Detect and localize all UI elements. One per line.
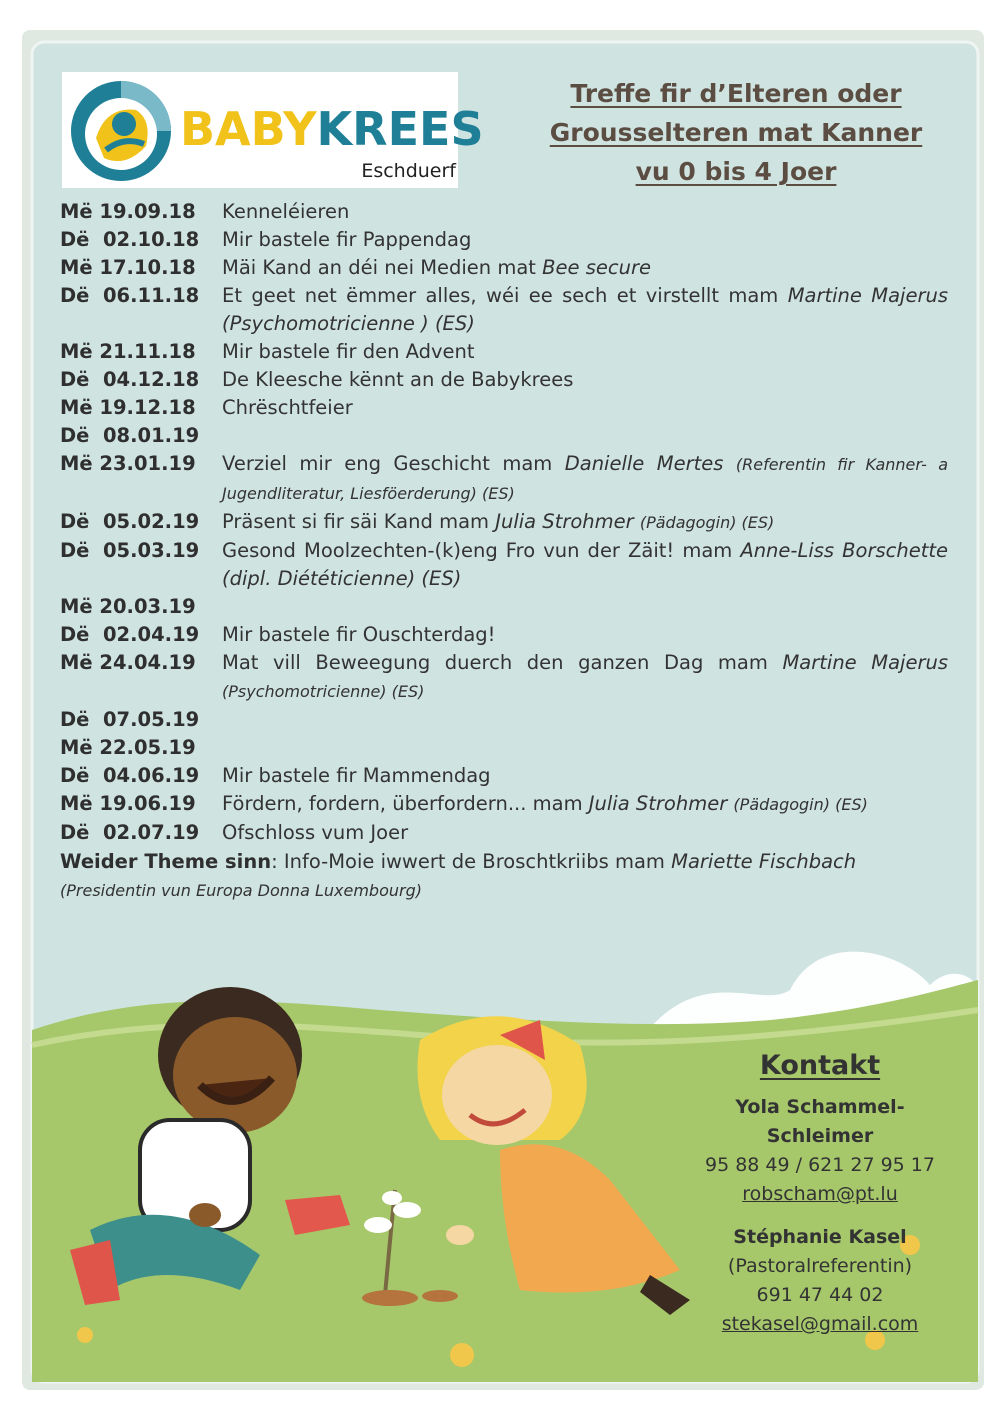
schedule-row — [60, 621, 948, 649]
speaker-note: (Presidentin vun Europa Donna Luxembourg) — [60, 881, 422, 900]
contact-name: Stéphanie Kasel — [733, 1226, 907, 1248]
logo-town: Eschduerf — [361, 160, 456, 182]
contact-email-link[interactable]: robscham@pt.lu — [742, 1183, 898, 1205]
contact-phone: 691 47 44 02 — [756, 1284, 884, 1306]
speaker-note: (Pädagogin) (ES) — [733, 795, 868, 814]
schedule-date: Dë 06.11.18 — [60, 284, 200, 307]
topic-text: Präsent si fir säi Kand mam — [222, 510, 496, 533]
schedule-row — [60, 790, 948, 819]
schedule-row — [60, 338, 948, 366]
schedule-date: Dë 07.05.19 — [60, 708, 200, 731]
schedule-date: Dë 08.01.19 — [60, 424, 200, 447]
speaker-name: Danielle Mertes — [564, 452, 724, 475]
schedule-row — [60, 450, 948, 508]
schedule-date: Më 24.04.19 — [60, 651, 196, 674]
speaker-note: (Pädagogin) (ES) — [639, 513, 775, 532]
schedule-date: Dë 04.12.18 — [60, 368, 200, 391]
topic-text — [723, 452, 735, 475]
topic-text: De Kleesche kënnt an de Babykrees — [222, 368, 574, 391]
schedule-date: Dë 05.03.19 — [60, 539, 200, 562]
schedule-row — [60, 254, 948, 282]
speaker-name: Mariette Fischbach — [671, 850, 857, 873]
schedule-row — [60, 508, 948, 537]
topic-text: Mir bastele fir Pappendag — [222, 228, 472, 251]
logo-baby: BABY — [180, 102, 317, 156]
schedule-date: Më 19.09.18 — [60, 200, 196, 223]
contact-phone: 95 88 49 / 621 27 95 17 — [704, 1154, 935, 1176]
contact-heading: Kontakt — [759, 1050, 881, 1081]
schedule-description — [222, 366, 948, 394]
schedule-row — [60, 226, 948, 254]
schedule-row — [60, 819, 948, 847]
schedule-date: Më 20.03.19 — [60, 595, 196, 618]
schedule-row — [60, 394, 948, 422]
topic-text: Mir bastele fir den Advent — [222, 340, 475, 363]
speaker-name: Martine Majerus — [782, 651, 948, 674]
schedule-date: Më 21.11.18 — [60, 340, 196, 363]
topic-text: Mäi Kand an déi nei Medien mat — [222, 256, 543, 279]
schedule-date: Dë 05.02.19 — [60, 510, 200, 533]
contact-block — [690, 1050, 950, 1339]
schedule-list — [60, 198, 948, 905]
topic-text: Et geet net ëmmer alles, wéi ee sech et virstellt mam — [222, 284, 788, 307]
schedule-date: Më 19.06.19 — [60, 792, 196, 815]
schedule-description — [222, 394, 948, 422]
logo-emblem-icon — [66, 76, 176, 186]
speaker-name: Anne-Liss Borschette (dipl. Diététicienne) (ES) — [222, 539, 948, 590]
flower — [450, 1343, 474, 1367]
schedule-description — [222, 254, 948, 282]
schedule-description — [222, 621, 948, 649]
schedule-date: Më 19.12.18 — [60, 396, 196, 419]
additional-topics — [60, 848, 948, 905]
schedule-description — [222, 790, 948, 819]
logo-krees: KREES — [316, 102, 484, 156]
title-line: vu 0 bis 4 Joer — [635, 157, 837, 186]
topic-text: Kenneléieren — [222, 200, 350, 223]
contact-email-link[interactable]: stekasel@gmail.com — [721, 1313, 919, 1335]
schedule-date: Më 22.05.19 — [60, 736, 196, 759]
speaker-name: Bee secure — [542, 256, 651, 279]
schedule-row — [60, 282, 948, 338]
additional-topics-label: Weider Theme sinn — [60, 850, 272, 873]
speaker-name: Julia Strohmer — [588, 792, 728, 815]
schedule-row — [60, 649, 948, 706]
title-line: Grousselteren mat Kanner — [549, 118, 923, 147]
schedule-description — [222, 198, 948, 226]
schedule-date: Më 23.01.19 — [60, 452, 196, 475]
schedule-description — [222, 819, 948, 847]
schedule-row — [60, 422, 948, 450]
schedule-date: Dë 02.04.19 — [60, 623, 200, 646]
topic-text: Mat vill Beweegung duerch den ganzen Dag mam — [222, 651, 783, 674]
topic-text: Mir bastele fir Ouschterdag! — [222, 623, 496, 646]
schedule-description — [222, 508, 948, 537]
topic-text: Verziel mir eng Geschicht mam — [222, 452, 565, 475]
schedule-description — [222, 649, 948, 706]
schedule-description — [222, 762, 948, 790]
schedule-row — [60, 593, 948, 621]
schedule-date: Dë 04.06.19 — [60, 764, 200, 787]
speaker-name: Martine Majerus (Psychomotricienne ) (ES) — [222, 284, 948, 335]
schedule-row — [60, 762, 948, 790]
logo-wordmark — [180, 102, 484, 156]
topic-text: Fördern, fordern, überfordern... mam — [222, 792, 589, 815]
title-line: Treffe fir d’Elteren oder — [570, 79, 902, 108]
speaker-name: Julia Strohmer — [495, 510, 634, 533]
topic-text: Gesond Moolzechten-(k)eng Fro vun der Zäit! mam — [222, 539, 741, 562]
schedule-row — [60, 537, 948, 593]
babykrees-logo — [62, 72, 484, 188]
schedule-description — [222, 338, 948, 366]
schedule-description — [222, 450, 948, 508]
contact-role: (Pastoralreferentin) — [727, 1255, 913, 1277]
flower — [77, 1327, 93, 1343]
speaker-note: (Psychomotricienne) (ES) — [222, 682, 425, 701]
flyer-title — [540, 74, 932, 191]
schedule-description — [222, 537, 948, 593]
schedule-row — [60, 366, 948, 394]
schedule-row — [60, 706, 948, 734]
schedule-row — [60, 198, 948, 226]
schedule-description — [222, 226, 948, 254]
additional-topics-text: : Info-Moie iwwert de Broschtkriibs mam — [271, 850, 672, 873]
topic-text: Chrëschtfeier — [222, 396, 353, 419]
schedule-date: Dë 02.07.19 — [60, 821, 200, 844]
topic-text: Mir bastele fir Mammendag — [222, 764, 491, 787]
schedule-date: Dë 02.10.18 — [60, 228, 200, 251]
topic-text: Ofschloss vum Joer — [222, 821, 409, 844]
schedule-row — [60, 734, 948, 762]
schedule-description — [222, 282, 948, 338]
speaker-note: (Referentin fir Kanner- a Jugendliteratur, Liesföerderung) (ES) — [222, 455, 949, 503]
schedule-date: Më 17.10.18 — [60, 256, 196, 279]
contact-name: Yola Schammel-Schleimer — [735, 1096, 905, 1147]
